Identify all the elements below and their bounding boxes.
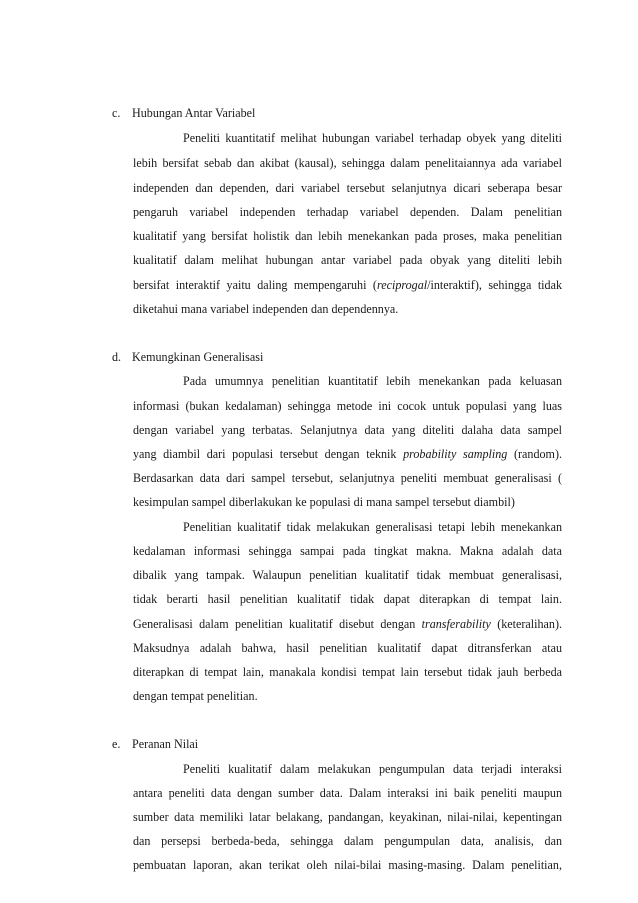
paragraph-line: lebih bersifat sebab dan akibat (kausal), sehingga dalam penelitaiannya ada variabel <box>133 156 562 170</box>
paragraph-line: kesimpulan sampel diberlakukan ke populasi di mana sampel tersebut diambil) <box>133 495 515 509</box>
section-letter: c. <box>112 106 121 120</box>
paragraph-line: kedalaman informasi sehingga sampai pada tingkat makna. Makna adalah data <box>133 544 562 558</box>
paragraph-line: informasi (bukan kedalaman) sehingga metode ini cocok untuk populasi yang luas <box>133 399 562 413</box>
text-run: (random). <box>507 447 563 461</box>
text-run: yang diambil dari populasi tersebut dengan teknik <box>133 447 404 461</box>
paragraph-line <box>133 447 562 462</box>
paragraph-line: Pada umumnya penelitian kuantitatif lebih menekankan pada keluasan <box>183 374 562 388</box>
paragraph-line: sumber data memiliki latar belakang, pandangan, keyakinan, nilai-nilai, kepentingan <box>133 810 562 824</box>
paragraph-line: tidak berarti hasil penelitian kualitatif tidak dapat diterapkan di tempat lain. <box>133 592 562 606</box>
italic-term: transferability <box>421 617 491 631</box>
section-title: Peranan Nilai <box>132 737 199 751</box>
italic-term: reciprogal <box>376 278 428 292</box>
paragraph-line: dengan tempat penelitian. <box>133 689 258 703</box>
section-d-heading <box>112 350 263 365</box>
section-title: Hubungan Antar Variabel <box>132 106 256 120</box>
section-title: Kemungkinan Generalisasi <box>132 350 264 364</box>
text-run: /interaktif), sehingga tidak <box>427 278 563 292</box>
italic-term: probability sampling <box>403 447 508 461</box>
section-letter: d. <box>112 350 122 364</box>
paragraph-line: Peneliti kuantitatif melihat hubungan variabel terhadap obyek yang diteliti <box>183 131 562 145</box>
paragraph-line: dengan variabel yang terbatas. Selanjutnya data yang diteliti dalaha data sampel <box>133 423 562 437</box>
paragraph-line: dan persepsi berbeda-beda, sehingga dalam pengumpulan data, analisis, dan <box>133 834 562 848</box>
paragraph-line: kualitatif yang bersifat holistik dan lebih menekankan pada proses, maka penelitian <box>133 229 562 243</box>
paragraph-line: Maksudnya adalah bahwa, hasil penelitian kualitatif dapat ditransferkan atau <box>133 641 562 655</box>
paragraph-line: pengaruh variabel independen terhadap variabel dependen. Dalam penelitian <box>133 205 562 219</box>
paragraph-line: kualitatif dalam melihat hubungan antar variabel pada obyak yang diteliti lebih <box>133 253 562 267</box>
text-run: bersifat interaktif yaitu daling mempengaruhi ( <box>133 278 377 292</box>
paragraph-line: Penelitian kualitatif tidak melakukan generalisasi tetapi lebih menekankan <box>183 520 562 534</box>
paragraph-line: antara peneliti data dengan sumber data. Dalam interaksi ini baik peneliti maupun <box>133 786 562 800</box>
paragraph-line <box>133 617 562 632</box>
text-run: (keteralihan). <box>490 617 562 631</box>
paragraph-line: Peneliti kualitatif dalam melakukan pengumpulan data terjadi interaksi <box>183 762 562 776</box>
paragraph-line: pembuatan laporan, akan terikat oleh nilai-bilai masing-masing. Dalam penelitian, <box>133 858 562 872</box>
paragraph-line <box>133 278 562 293</box>
paragraph-line: dibalik yang tampak. Walaupun penelitian kualitatif tidak membuat generalisasi, <box>133 568 562 582</box>
section-e-heading <box>112 737 198 752</box>
paragraph-line: Berdasarkan data dari sampel tersebut, selanjutnya peneliti membuat generalisasi ( <box>133 471 562 485</box>
paragraph-line: diterapkan di tempat lain, manakala kondisi tempat lain tersebut tidak jauh berbeda <box>133 665 562 679</box>
section-letter: e. <box>112 737 121 751</box>
text-run: Generalisasi dalam penelitian kualitatif disebut dengan <box>133 617 422 631</box>
paragraph-line: independen dan dependen, dari variabel tersebut selanjutnya dicari seberapa besar <box>133 181 562 195</box>
section-c-heading <box>112 106 255 121</box>
paragraph-line: diketahui mana variabel independen dan dependennya. <box>133 302 399 316</box>
